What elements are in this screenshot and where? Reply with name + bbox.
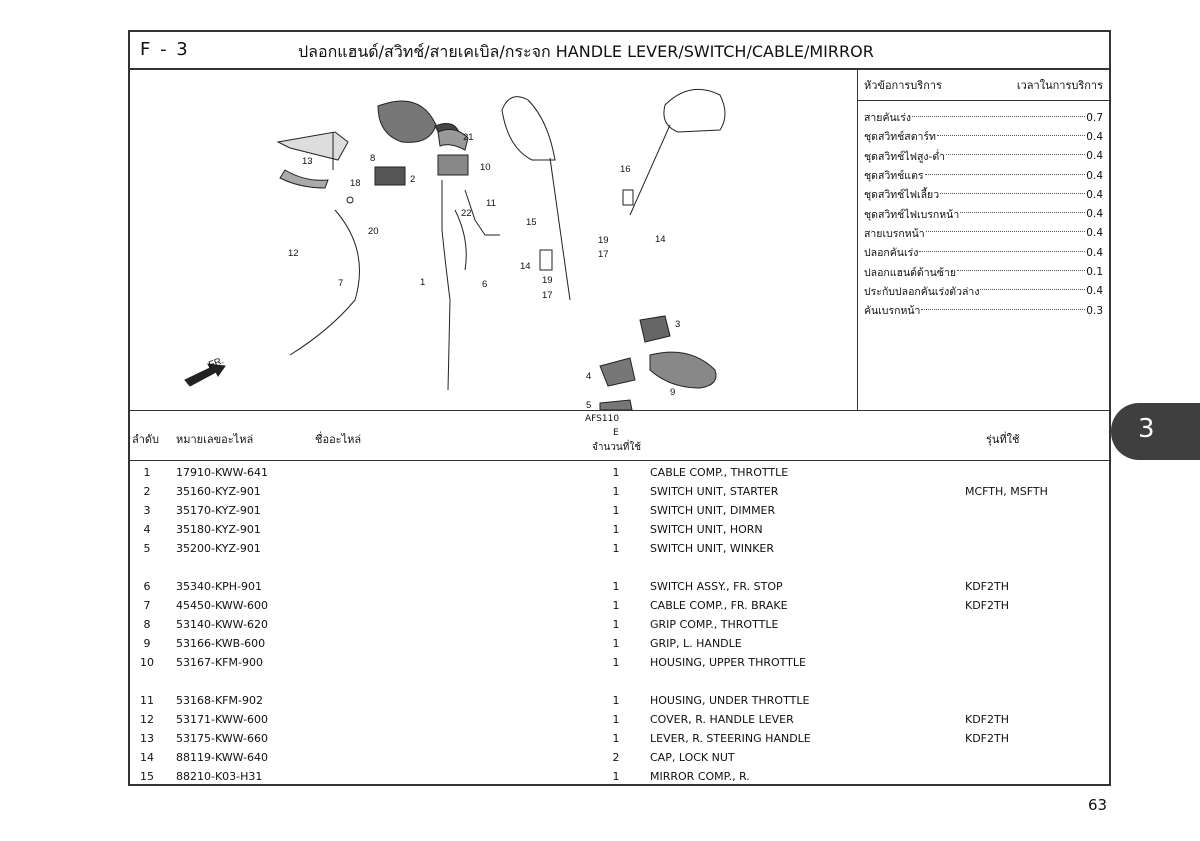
service-time: 0.1 bbox=[1086, 266, 1103, 279]
table-row bbox=[130, 749, 1109, 768]
quantity: 2 bbox=[612, 751, 620, 764]
part-number: 53171-KWW-600 bbox=[176, 713, 269, 726]
row-number: 12 bbox=[140, 713, 154, 726]
table-row bbox=[130, 521, 1109, 540]
row-number: 4 bbox=[143, 523, 151, 536]
service-time: 0.4 bbox=[1086, 150, 1103, 163]
english-part-name: SWITCH ASSY., FR. STOP bbox=[650, 580, 783, 593]
callout-22: 22 bbox=[461, 208, 472, 219]
callout-8: 8 bbox=[370, 153, 376, 164]
horn-switch-shape bbox=[600, 358, 635, 386]
quantity: 1 bbox=[612, 504, 620, 517]
callout-11: 11 bbox=[486, 198, 496, 209]
service-row bbox=[858, 301, 1109, 320]
english-part-name: LEVER, R. STEERING HANDLE bbox=[650, 732, 811, 745]
page-number: 63 bbox=[1088, 796, 1108, 814]
quantity: 1 bbox=[612, 770, 620, 783]
english-part-name: CABLE COMP., FR. BRAKE bbox=[650, 599, 788, 612]
applicable-models: KDF2TH bbox=[965, 599, 1009, 612]
row-number: 8 bbox=[143, 618, 151, 631]
table-row bbox=[130, 616, 1109, 635]
english-part-name: GRIP COMP., THROTTLE bbox=[650, 618, 779, 631]
service-item: ปลอกคันเร่ง bbox=[864, 247, 919, 260]
service-time: 0.4 bbox=[1086, 188, 1103, 201]
service-row bbox=[858, 185, 1109, 204]
part-number: 88119-KWW-640 bbox=[176, 751, 269, 764]
callout-3: 3 bbox=[675, 319, 681, 330]
quantity: 1 bbox=[612, 523, 620, 536]
leader-dots bbox=[919, 251, 1085, 252]
english-part-name: HOUSING, UNDER THROTTLE bbox=[650, 694, 810, 707]
quantity: 1 bbox=[612, 485, 620, 498]
dimmer-switch-shape bbox=[640, 316, 670, 342]
service-item: ชุดสวิทช์ไฟสูง-ต่ำ bbox=[864, 150, 946, 163]
col-model-code: AFS110 bbox=[585, 414, 620, 424]
english-part-name: CABLE COMP., THROTTLE bbox=[650, 466, 789, 479]
callout-7: 7 bbox=[338, 278, 344, 289]
callout-9: 9 bbox=[670, 387, 676, 398]
english-part-name: CAP, LOCK NUT bbox=[650, 751, 735, 764]
row-number: 1 bbox=[143, 466, 151, 479]
service-time-heading: เวลาในการบริการ bbox=[1016, 79, 1103, 92]
english-part-name: SWITCH UNIT, WINKER bbox=[650, 542, 775, 555]
diagram-drawing bbox=[130, 70, 857, 410]
service-row bbox=[858, 282, 1109, 301]
row-number: 15 bbox=[140, 770, 154, 783]
callout-16: 16 bbox=[620, 164, 631, 175]
quantity: 1 bbox=[612, 599, 620, 612]
service-item: สายคันเร่ง bbox=[864, 112, 912, 125]
row-number: 13 bbox=[140, 732, 154, 745]
service-time: 0.4 bbox=[1086, 227, 1103, 240]
english-part-name: HOUSING, UPPER THROTTLE bbox=[650, 656, 806, 669]
section-code: F - 3 bbox=[140, 39, 190, 60]
service-item: ปลอกแฮนด์ด้านซ้าย bbox=[864, 266, 957, 279]
callout-12: 12 bbox=[288, 248, 299, 259]
english-part-name: COVER, R. HANDLE LEVER bbox=[650, 713, 794, 726]
callout-17a: 17 bbox=[598, 249, 609, 260]
part-number: 53175-KWW-660 bbox=[176, 732, 269, 745]
quantity: 1 bbox=[612, 466, 620, 479]
table-header-rule bbox=[130, 460, 1109, 461]
leader-dots bbox=[937, 135, 1085, 136]
callout-18: 18 bbox=[350, 178, 361, 189]
table-row bbox=[130, 711, 1109, 730]
service-item: คันเบรกหน้า bbox=[864, 305, 921, 318]
service-time: 0.4 bbox=[1086, 130, 1103, 143]
table-row bbox=[130, 692, 1109, 711]
service-item: ชุดสวิทช์สตาร์ท bbox=[864, 131, 936, 144]
table-row bbox=[130, 597, 1109, 616]
callout-17b: 17 bbox=[542, 290, 553, 301]
callout-5: 5 bbox=[586, 400, 592, 410]
service-item: ชุดสวิทช์ไฟเบรกหน้า bbox=[864, 208, 960, 221]
applicable-models: KDF2TH bbox=[965, 580, 1009, 593]
service-row bbox=[858, 262, 1109, 281]
part-number: 88210-K03-H31 bbox=[176, 770, 263, 783]
quantity: 1 bbox=[612, 732, 620, 745]
service-row bbox=[858, 204, 1109, 223]
applicable-models: KDF2TH bbox=[965, 732, 1009, 745]
col-part-heading: หมายเลขอะไหล่ bbox=[176, 433, 254, 446]
english-part-name: SWITCH UNIT, HORN bbox=[650, 523, 763, 536]
parts-page-frame bbox=[128, 30, 1111, 786]
row-number: 3 bbox=[143, 504, 151, 517]
callout-19b: 19 bbox=[542, 275, 553, 286]
callout-14a: 14 bbox=[655, 234, 666, 245]
col-no-heading: ลำดับ bbox=[132, 433, 160, 446]
leader-dots bbox=[912, 116, 1085, 117]
row-number: 11 bbox=[140, 694, 154, 707]
service-time: 0.4 bbox=[1086, 208, 1103, 221]
callout-10: 10 bbox=[480, 162, 491, 173]
row-number: 14 bbox=[140, 751, 154, 764]
callout-21: 21 bbox=[463, 132, 474, 143]
right-mirror-shape bbox=[664, 89, 725, 132]
service-item: สายเบรกหน้า bbox=[864, 227, 925, 240]
service-item: ชุดสวิทช์แตร bbox=[864, 170, 924, 183]
part-number: 45450-KWW-600 bbox=[176, 599, 269, 612]
table-row bbox=[130, 464, 1109, 483]
leader-dots bbox=[957, 270, 1085, 271]
english-part-name: GRIP, L. HANDLE bbox=[650, 637, 742, 650]
leader-dots bbox=[960, 212, 1085, 213]
service-item: ประกับปลอกคันเร่งตัวล่าง bbox=[864, 285, 980, 298]
service-row bbox=[858, 243, 1109, 262]
service-time: 0.7 bbox=[1086, 111, 1103, 124]
service-row bbox=[858, 224, 1109, 243]
row-number: 7 bbox=[143, 599, 151, 612]
table-row bbox=[130, 502, 1109, 521]
col-model-variant: E bbox=[613, 428, 619, 438]
quantity: 1 bbox=[612, 580, 620, 593]
quantity: 1 bbox=[612, 694, 620, 707]
table-row bbox=[130, 768, 1109, 787]
part-number: 35340-KPH-901 bbox=[176, 580, 263, 593]
callout-13: 13 bbox=[302, 156, 313, 167]
callout-14b: 14 bbox=[520, 261, 531, 272]
leader-dots bbox=[921, 309, 1085, 310]
col-qty-heading: จำนวนที่ใช้ bbox=[592, 442, 642, 453]
callout-1: 1 bbox=[420, 277, 426, 288]
chapter-number: 3 bbox=[1138, 414, 1155, 444]
callout-15: 15 bbox=[526, 217, 537, 228]
service-time: 0.4 bbox=[1086, 169, 1103, 182]
exploded-parts-diagram bbox=[130, 70, 857, 410]
service-time: 0.4 bbox=[1086, 246, 1103, 259]
service-row bbox=[858, 108, 1109, 127]
part-number: 35180-KYZ-901 bbox=[176, 523, 261, 536]
col-models-heading: รุ่นที่ใช้ bbox=[986, 433, 1020, 446]
leader-dots bbox=[925, 174, 1086, 175]
callout-19a: 19 bbox=[598, 235, 609, 246]
leader-dots bbox=[940, 193, 1085, 194]
throttle-grip-shape bbox=[378, 101, 436, 142]
english-part-name: SWITCH UNIT, DIMMER bbox=[650, 504, 776, 517]
left-mirror-shape bbox=[502, 97, 555, 160]
table-row bbox=[130, 730, 1109, 749]
fr-label: FR. bbox=[207, 355, 226, 371]
applicable-models: MCFTH, MSFTH bbox=[965, 485, 1048, 498]
service-time: 0.4 bbox=[1086, 285, 1103, 298]
callout-2: 2 bbox=[410, 174, 416, 185]
table-row bbox=[130, 540, 1109, 559]
service-rows bbox=[858, 108, 1109, 320]
quantity: 1 bbox=[612, 637, 620, 650]
service-row bbox=[858, 147, 1109, 166]
applicable-models: KDF2TH bbox=[965, 713, 1009, 726]
service-time-panel bbox=[857, 70, 1109, 410]
table-row bbox=[130, 578, 1109, 597]
left-grip-shape bbox=[650, 352, 716, 388]
row-number: 2 bbox=[143, 485, 151, 498]
quantity: 1 bbox=[612, 656, 620, 669]
chapter-tab[interactable] bbox=[1111, 403, 1200, 460]
table-row bbox=[130, 654, 1109, 673]
row-number: 5 bbox=[143, 542, 151, 555]
throttle-cable-shape bbox=[442, 180, 450, 390]
callout-4: 4 bbox=[586, 371, 592, 382]
english-part-name: MIRROR COMP., R. bbox=[650, 770, 750, 783]
part-number: 53166-KWB-600 bbox=[176, 637, 266, 650]
page-header bbox=[130, 32, 1109, 70]
table-row bbox=[130, 483, 1109, 502]
quantity: 1 bbox=[612, 713, 620, 726]
english-part-name: SWITCH UNIT, STARTER bbox=[650, 485, 779, 498]
service-item-heading: หัวข้อการบริการ bbox=[864, 79, 942, 92]
leader-dots bbox=[926, 231, 1086, 232]
table-row bbox=[130, 635, 1109, 654]
winker-switch-shape bbox=[600, 400, 632, 410]
leader-dots bbox=[946, 154, 1085, 155]
page-title: ปลอกแฮนด์/สวิทช์/สายเคเบิล/กระจก HANDLE LEVER/SWITCH/CABLE/MIRROR bbox=[298, 42, 874, 61]
starter-switch-shape bbox=[375, 167, 405, 185]
part-number: 17910-KWW-641 bbox=[176, 466, 269, 479]
col-name-heading: ชื่ออะไหล่ bbox=[315, 433, 362, 446]
front-brake-lever-shape bbox=[278, 132, 348, 160]
part-number: 35160-KYZ-901 bbox=[176, 485, 261, 498]
front-brake-cable-shape bbox=[290, 210, 360, 355]
part-number: 53168-KFM-902 bbox=[176, 694, 263, 707]
row-number: 10 bbox=[140, 656, 154, 669]
part-number: 35200-KYZ-901 bbox=[176, 542, 261, 555]
service-item: ชุดสวิทช์ไฟเลี้ยว bbox=[864, 189, 940, 202]
table-top-rule bbox=[130, 410, 1109, 411]
quantity: 1 bbox=[612, 542, 620, 555]
part-number: 53140-KWW-620 bbox=[176, 618, 269, 631]
row-number: 9 bbox=[143, 637, 151, 650]
part-number: 35170-KYZ-901 bbox=[176, 504, 261, 517]
service-row bbox=[858, 127, 1109, 146]
service-time: 0.3 bbox=[1086, 304, 1103, 317]
leader-dots bbox=[980, 289, 1085, 290]
row-number: 6 bbox=[143, 580, 151, 593]
callout-6: 6 bbox=[482, 279, 488, 290]
service-row bbox=[858, 166, 1109, 185]
service-header bbox=[858, 70, 1109, 101]
part-number: 53167-KFM-900 bbox=[176, 656, 263, 669]
quantity: 1 bbox=[612, 618, 620, 631]
callout-20: 20 bbox=[368, 226, 379, 237]
lever-cover-shape bbox=[280, 170, 328, 188]
